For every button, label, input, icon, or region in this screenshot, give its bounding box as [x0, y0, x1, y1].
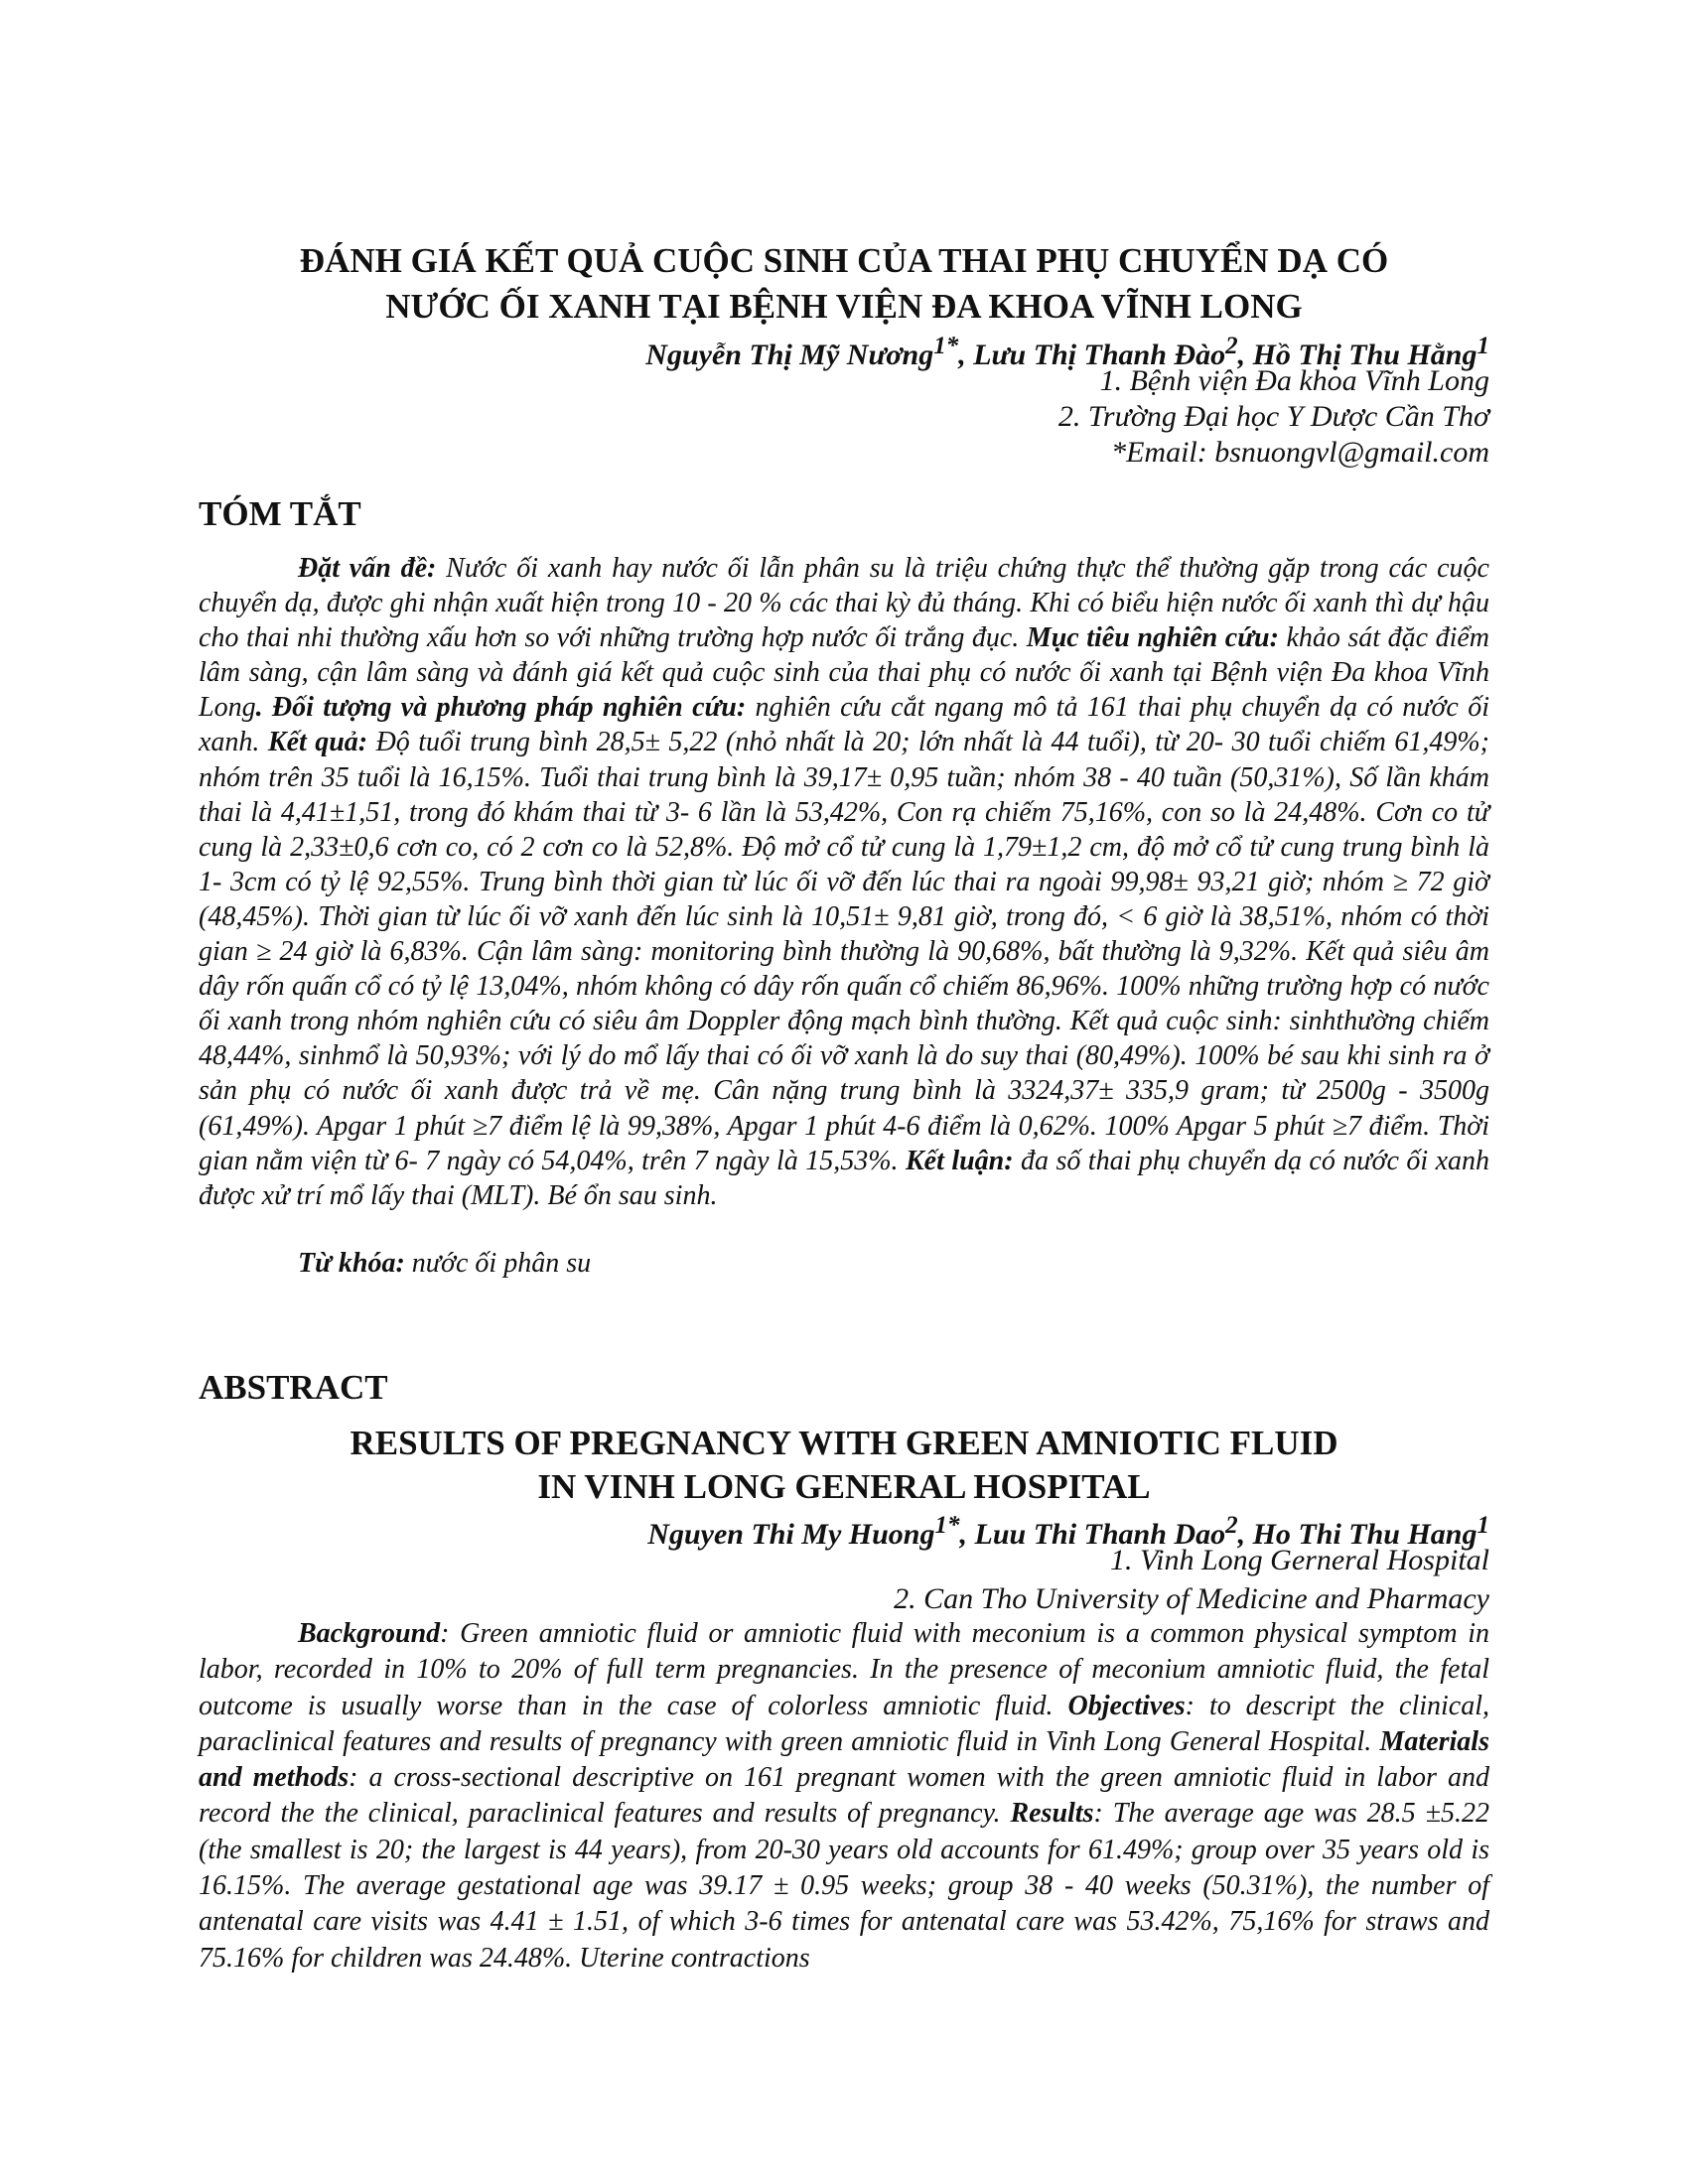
vi-keywords-text: nước ối phân su — [404, 1248, 592, 1279]
en-author-1-affil: 1* — [934, 1512, 960, 1539]
vi-keywords-label: Từ khóa: — [298, 1248, 405, 1279]
en-background-text: : Green amniotic fluid or amniotic fluid with meconium is a common physical symptom in labor, recorded in 10% to 20% of full term pregnancies. In the presence of meconium amniotic fluid, the fetal outcome is usually worse than in the case of colorless amniotic fluid. — [199, 1618, 1489, 1721]
vi-email: *Email: bsnuongvl@gmail.com — [1111, 436, 1489, 469]
en-affiliation-2: 2. Can Tho University of Medicine and Pharmacy — [894, 1582, 1489, 1615]
vi-affiliation-1: 1. Bệnh viện Đa khoa Vĩnh Long — [1099, 364, 1489, 397]
en-background-label: Background — [298, 1618, 441, 1649]
vi-results-label: Kết quả: — [267, 727, 368, 758]
en-section-heading: ABSTRACT — [199, 1368, 388, 1407]
en-author-1: Nguyen Thi My Huong — [647, 1518, 935, 1551]
en-objectives-text: : to descript the clinical, paraclinical features and results of pregnancy with green amniotic fluid in Vinh Long General Hospital. — [199, 1690, 1489, 1757]
en-objectives-label: Objectives — [1067, 1690, 1186, 1721]
vi-author-2: , Lưu Thị Thanh Đào — [958, 339, 1226, 371]
vi-affiliation-2: 2. Trường Đại học Y Dược Cần Thơ — [1057, 400, 1489, 433]
paper-page — [199, 0, 1489, 2184]
en-results-label: Results — [1010, 1798, 1094, 1830]
vi-author-1: Nguyễn Thị Mỹ Nương — [645, 339, 934, 371]
en-methods-text: : a cross-sectional descriptive on 161 pregnant women with the green amniotic fluid in labor and record the the clinical, paraclinical features and results of pregnancy. — [199, 1762, 1489, 1830]
vi-conclusion-text: đa số thai phụ chuyển dạ có nước ối xanh được xử trí mổ lấy thai (MLT). Bé ổn sau sinh. — [199, 1145, 1490, 1211]
en-results-text: : The average age was 28.5 ±5.22 (the smallest is 20; the largest is 44 years), from 20-30 years old accounts for 61.49%; group over 35 years old is 16.15%. The average gestational age was 39.17 ± 0.95 weeks; group 38 - 40 weeks (50.31%), the number of antenatal care visits was 4.41 ± 1.51, of which 3-6 times for antenatal care was 53.42%, 75,16% for straws and 75.16% for children was 24.48%. Uterine contractions — [199, 1798, 1489, 1974]
vi-methods-label: . Đối tượng và phương pháp nghiên cứu: — [255, 692, 747, 724]
vi-background-label: Đặt vấn đề: — [298, 553, 437, 584]
en-author-2-affil: 2 — [1225, 1512, 1238, 1539]
en-abstract-paragraph — [199, 1616, 1489, 1977]
vi-title-line1: ĐÁNH GIÁ KẾT QUẢ CUỘC SINH CỦA THAI PHỤ CHUYỂN DẠ CÓ — [299, 241, 1389, 280]
vi-author-3-affil: 1 — [1477, 333, 1489, 359]
en-author-3-affil: 1 — [1477, 1512, 1489, 1539]
vi-conclusion-label: Kết luận: — [906, 1145, 1014, 1176]
en-title-line1: RESULTS OF PREGNANCY WITH GREEN AMNIOTIC FLUID — [350, 1424, 1338, 1462]
vi-keywords — [298, 1246, 591, 1281]
vi-section-heading: TÓM TẮT — [199, 494, 361, 533]
en-affiliation-1: 1. Vinh Long Gerneral Hospital — [1110, 1544, 1489, 1576]
vi-background-text: Nước ối xanh hay nước ối lẫn phân su là triệu chứng thực thể thường gặp trong các cuộc chuyển dạ, được ghi nhận xuất hiện trong 10 - 20 % các thai kỳ đủ tháng. Khi có biểu hiện nước ối xanh thì dự hậu cho thai nhi thường xấu hơn so với những trường hợp nước ối trắng đục. — [199, 553, 1489, 654]
vi-methods-text: nghiên cứu cắt ngang mô tả 161 thai phụ chuyển dạ có nước ối xanh. — [199, 692, 1489, 758]
vi-abstract-paragraph — [199, 551, 1489, 1213]
en-methods-label: Materials and methods — [199, 1725, 1489, 1794]
vi-author-2-affil: 2 — [1225, 333, 1238, 359]
vi-author-1-affil: 1* — [933, 333, 959, 359]
en-author-2: , Luu Thi Thanh Dao — [959, 1518, 1226, 1551]
vi-author-3: , Hồ Thị Thu Hằng — [1237, 339, 1477, 371]
en-author-3: , Ho Thi Thu Hang — [1237, 1518, 1477, 1551]
vi-objectives-label: Mục tiêu nghiên cứu: — [1026, 622, 1279, 654]
en-title-line2: IN VINH LONG GENERAL HOSPITAL — [537, 1467, 1151, 1506]
vi-title-line2: NƯỚC ỐI XANH TẠI BỆNH VIỆN ĐA KHOA VĨNH LONG — [385, 287, 1303, 326]
vi-objectives-text: khảo sát đặc điểm lâm sàng, cận lâm sàng và đánh giá kết quả cuộc sinh của thai phụ có nước ối xanh tại Bệnh viện Đa khoa Vĩnh Long — [199, 622, 1489, 724]
vi-results-text: Độ tuổi trung bình 28,5± 5,22 (nhỏ nhất là 20; lớn nhất là 44 tuổi), từ 20- 30 tuổi chiếm 61,49%; nhóm trên 35 tuổi là 16,15%. Tuổi thai trung bình là 39,17± 0,95 tuần; nhóm 38 - 40 tuần (50,31%), Số lần khám thai là 4,41±1,51, trong đó khám thai từ 3- 6 lần là 53,42%, Con rạ chiếm 75,16%, con so là 24,48%. Cơn co tử cung là 2,33±0,6 cơn co, có 2 cơn co là 52,8%. Độ mở cổ tử cung là 1,79±1,2 cm, độ mở cổ tử cung trung bình là 1- 3cm có tỷ lệ 92,55%. Trung bình thời gian từ lúc ối vỡ đến lúc thai ra ngoài 99,98± 93,21 giờ; nhóm ≥ 72 giờ (48,45%). Thời gian từ lúc ối vỡ xanh đến lúc sinh là 10,51± 9,81 giờ, trong đó, < 6 giờ là 38,51%, nhóm có thời gian ≥ 24 giờ là 6,83%. Cận lâm sàng: monitoring bình thường là 90,68%, bất thường là 9,32%. Kết quả siêu âm dây rốn quấn cổ có tỷ lệ 13,04%, nhóm không có dây rốn quấn cổ chiếm 86,96%. 100% những trường hợp có nước ối xanh trong nhóm nghiên cứu có siêu âm Doppler động mạch bình thường. Kết quả cuộc sinh: sinhthường chiếm 48,44%, sinhmổ là 50,93%; với lý do mổ lấy thai có ối vỡ xanh là do suy thai (80,49%). 100% bé sau khi sinh ra ở sản phụ có nước ối xanh được trả về mẹ. Cân nặng trung bình là 3324,37± 335,9 gram; từ 2500g - 3500g (61,49%). Apgar 1 phút ≥7 điểm lệ là 99,38%, Apgar 1 phút 4-6 điểm là 0,62%. 100% Apgar 5 phút ≥7 điểm. Thời gian nằm viện từ 6- 7 ngày có 54,04%, trên 7 ngày là 15,53%. — [199, 727, 1489, 1176]
